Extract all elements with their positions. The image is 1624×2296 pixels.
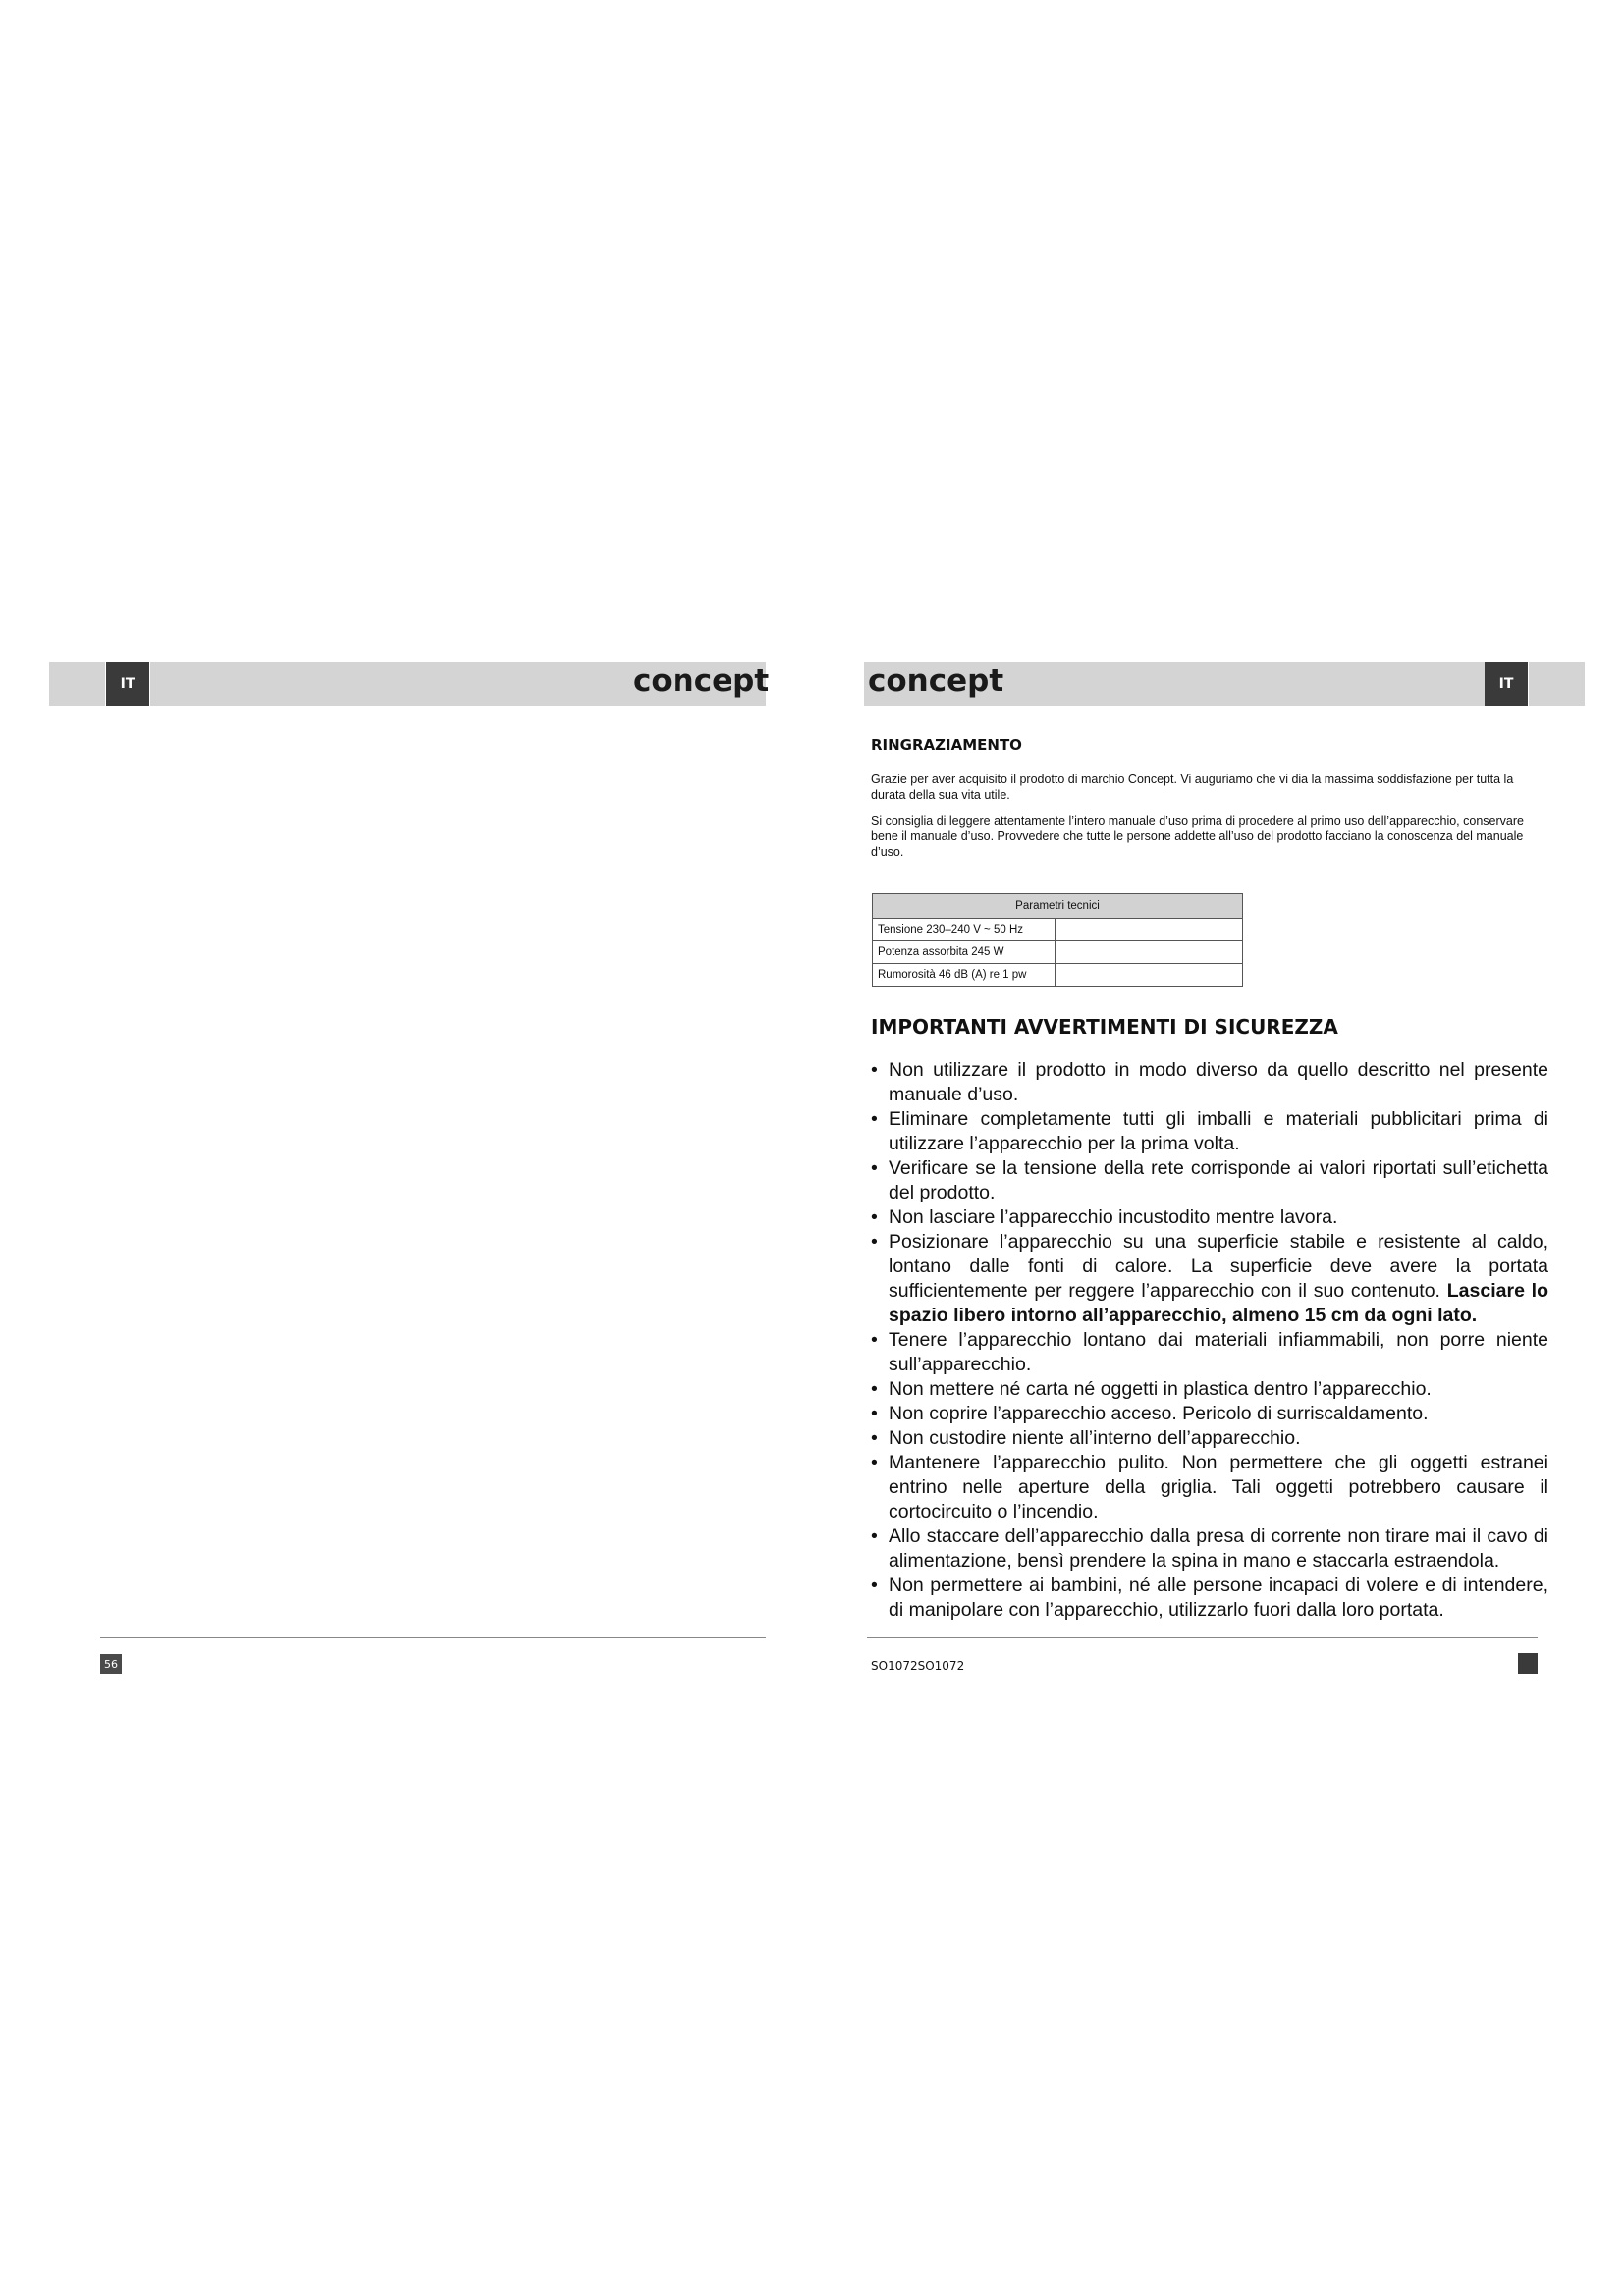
safety-item-text: Non permettere ai bambini, né alle persone incapaci di volere e di intendere, di manipolare con l’apparecchio, utilizzarlo fuori dalla loro portata. [889,1575,1548,1621]
list-item [871,1574,1548,1623]
safety-item-text: Allo staccare dell’apparecchio dalla presa di corrente non tirare mai il cavo di alimentazione, bensì prendere la spina in mano e staccarla estraendola. [889,1525,1548,1572]
table-cell-empty [1056,941,1243,964]
list-item [871,1402,1548,1426]
tech-param-power: Potenza assorbita 245 W [873,941,1056,964]
brand-logo-right: concept [868,664,1004,699]
safety-item-text: Non coprire l’apparecchio acceso. Pericolo di surriscaldamento. [889,1403,1429,1424]
safety-item-text: Posizionare l’apparecchio su una superficie stabile e resistente al caldo, lontano dalle fonti di calore. La superficie deve avere la portata sufficientemente per reggere l’apparecchio con il suo contenuto. [889,1231,1548,1302]
language-badge-right: IT [1485,662,1528,706]
list-item [871,1328,1548,1377]
list-item [871,1230,1548,1328]
safety-item-text: Mantenere l’apparecchio pulito. Non permettere che gli oggetti estranei entrino nelle aperture della griglia. Tali oggetti potrebbero causare il cortocircuito o l’incendio. [889,1452,1548,1522]
table-cell-empty [1056,964,1243,987]
safety-item-text: Non lasciare l’apparecchio incustodito mentre lavora. [889,1206,1338,1228]
list-item [871,1058,1548,1107]
table-row [873,919,1243,941]
list-item [871,1156,1548,1205]
footer-rule-right [867,1637,1538,1638]
page-marker-square [1518,1653,1538,1674]
page-number: 56 [100,1654,122,1674]
safety-item-text: Eliminare completamente tutti gli imballi e materiali pubblicitari prima di utilizzare l’apparecchio per la prima volta. [889,1108,1548,1154]
thanks-title: RINGRAZIAMENTO [871,736,1022,754]
header-band-left-edge [49,662,105,706]
thanks-section [871,736,1539,870]
safety-title: IMPORTANTI AVVERTIMENTI DI SICUREZZA [871,1015,1338,1039]
list-item [871,1377,1548,1402]
safety-item-text: Non utilizzare il prodotto in modo diverso da quello descritto nel presente manuale d’uso. [889,1059,1548,1105]
table-row [873,964,1243,987]
safety-list [871,1058,1548,1623]
safety-section [871,1015,1548,1623]
thanks-paragraph-2: Si consiglia di leggere attentamente l’intero manuale d’uso prima di procedere al primo uso dell’apparecchio, conservare bene il manuale d’uso. Provvedere che tutte le persone addette all’uso del prodotto facciano la conoscenza del manuale d’uso. [871,814,1524,859]
safety-item-text: Tenere l’apparecchio lontano dai materiali infiammabili, non porre niente sull’apparecchio. [889,1329,1548,1375]
brand-logo-left: concept [633,664,770,699]
thanks-paragraph-1: Grazie per aver acquisito il prodotto di marchio Concept. Vi auguriamo che vi dia la massima soddisfazione per tutta la durata della sua vita utile. [871,773,1514,802]
tech-params-table [872,893,1243,987]
table-row [873,941,1243,964]
list-item [871,1524,1548,1574]
tech-param-voltage: Tensione 230–240 V ~ 50 Hz [873,919,1056,941]
safety-item-text: Non custodire niente all’interno dell’apparecchio. [889,1427,1301,1449]
list-item [871,1451,1548,1524]
list-item [871,1205,1548,1230]
language-badge-left: IT [106,662,149,706]
footer-rule-left [100,1637,766,1638]
header-band-right-edge [1529,662,1585,706]
tech-table-header: Parametri tecnici [873,894,1243,919]
list-item [871,1107,1548,1156]
safety-item-text: Verificare se la tensione della rete corrisponde ai valori riportati sull’etichetta del prodotto. [889,1157,1548,1203]
model-code: SO1072SO1072 [871,1659,965,1673]
list-item [871,1426,1548,1451]
safety-item-emphasis: Lasciare lo spazio libero intorno all’apparecchio, almeno 15 cm da ogni lato. [889,1280,1549,1326]
tech-table-header-row [873,894,1243,919]
tech-param-noise: Rumorosità 46 dB (A) re 1 pw [873,964,1056,987]
safety-item-text: Non mettere né carta né oggetti in plastica dentro l’apparecchio. [889,1378,1432,1400]
table-cell-empty [1056,919,1243,941]
